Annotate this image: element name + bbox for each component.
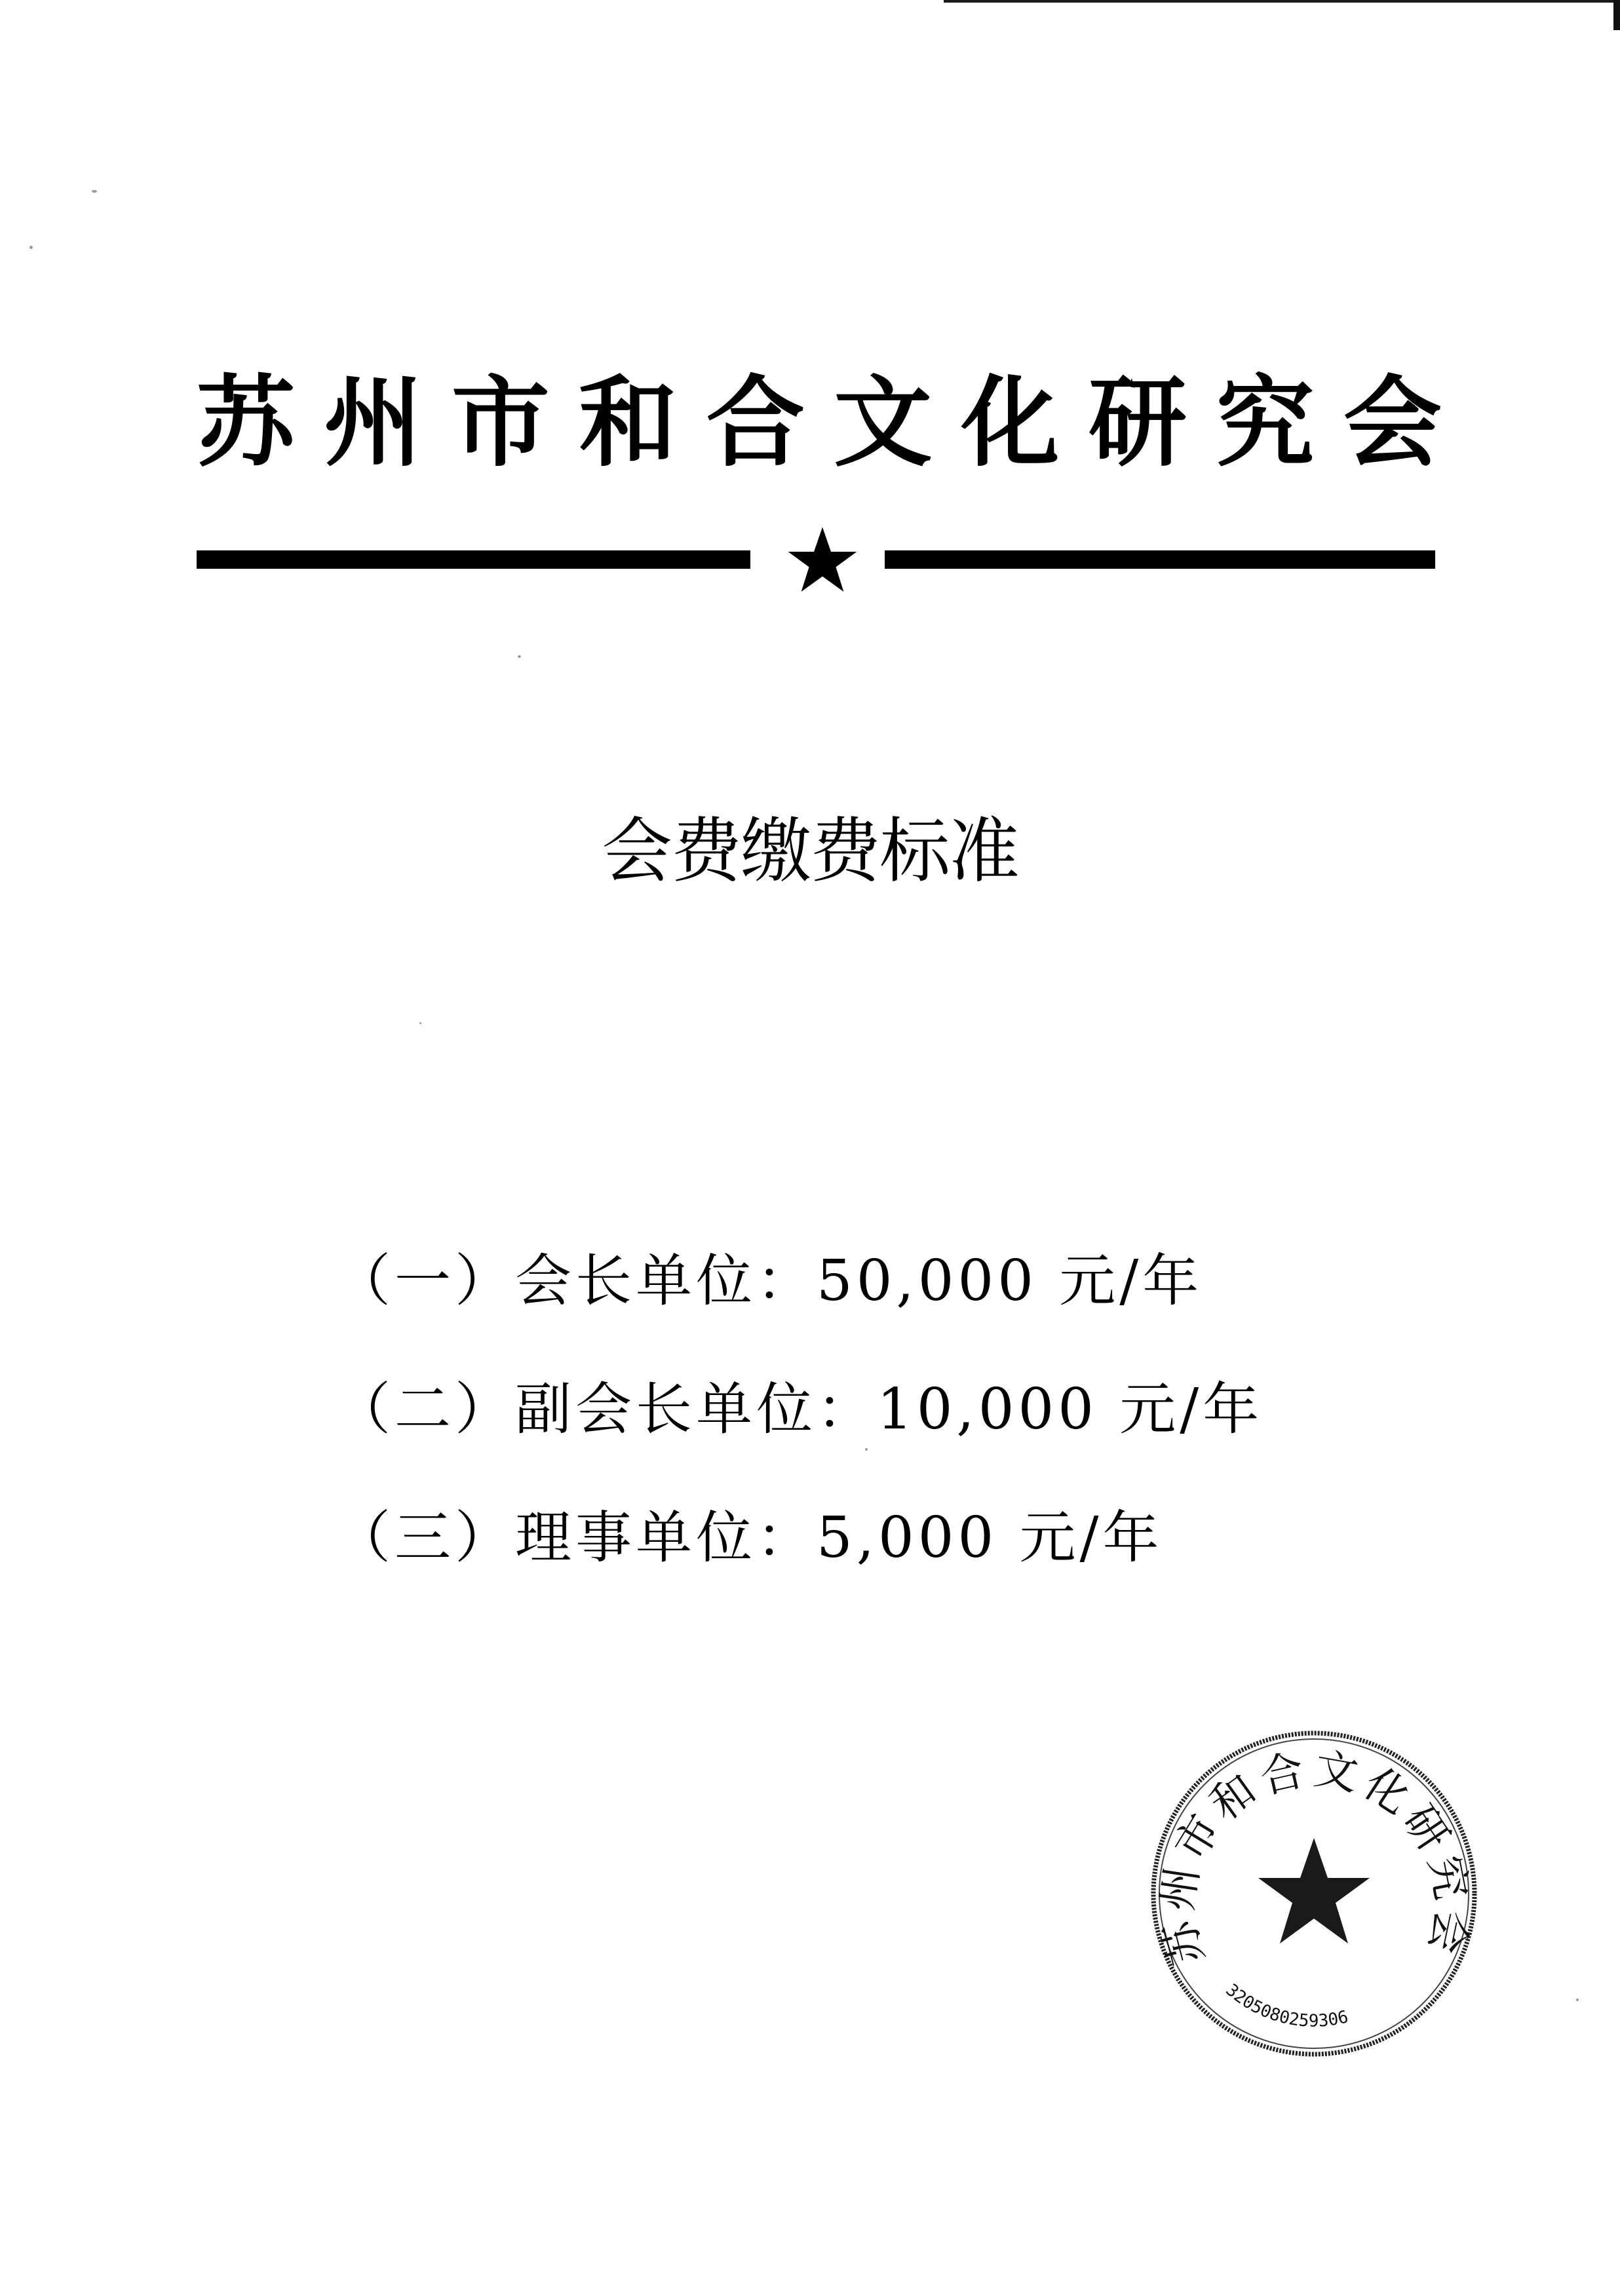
document-title: 会费缴费标准 — [601, 811, 1018, 892]
scan-speck — [29, 246, 33, 249]
scan-speck — [92, 190, 97, 193]
letterhead-org-name — [197, 367, 1442, 478]
scan-edge-line — [944, 0, 1620, 3]
svg-text:3205080259306 — [1222, 1980, 1350, 2031]
scan-speck — [1576, 1999, 1579, 2001]
letterhead-char: 和 — [579, 365, 678, 480]
fee-item-president: （一）会长单位：50,000 元/年 — [334, 1248, 1203, 1314]
divider-bar-right — [885, 550, 1435, 569]
scan-speck — [419, 1022, 421, 1024]
star-icon — [786, 524, 858, 596]
letterhead-divider — [197, 537, 1435, 596]
divider-bar-left — [197, 550, 750, 569]
letterhead-char: 会 — [1343, 365, 1442, 480]
letterhead-char: 化 — [961, 365, 1060, 480]
scan-edge-corner — [1613, 0, 1620, 30]
seal-org-name: 苏州市和合文化研究会 — [1151, 1743, 1478, 1970]
fee-list — [334, 1248, 1448, 1634]
official-seal — [1144, 1723, 1484, 2064]
letterhead-char: 市 — [451, 365, 550, 480]
scan-speck — [518, 655, 521, 658]
letterhead-char: 苏 — [197, 365, 296, 480]
letterhead-char: 州 — [324, 365, 423, 480]
fee-item-director: （三）理事单位：5,000 元/年 — [334, 1505, 1163, 1571]
letterhead-char: 合 — [706, 365, 805, 480]
fee-item-vice-president: （二）副会长单位：10,000 元/年 — [334, 1377, 1263, 1442]
letterhead-char: 研 — [1089, 365, 1187, 480]
seal-star-icon — [1258, 1838, 1370, 1943]
letterhead-char: 究 — [1216, 365, 1315, 480]
scan-speck — [865, 1448, 868, 1451]
seal-code: 3205080259306 — [1222, 1980, 1351, 2031]
letterhead-char: 文 — [834, 365, 933, 480]
